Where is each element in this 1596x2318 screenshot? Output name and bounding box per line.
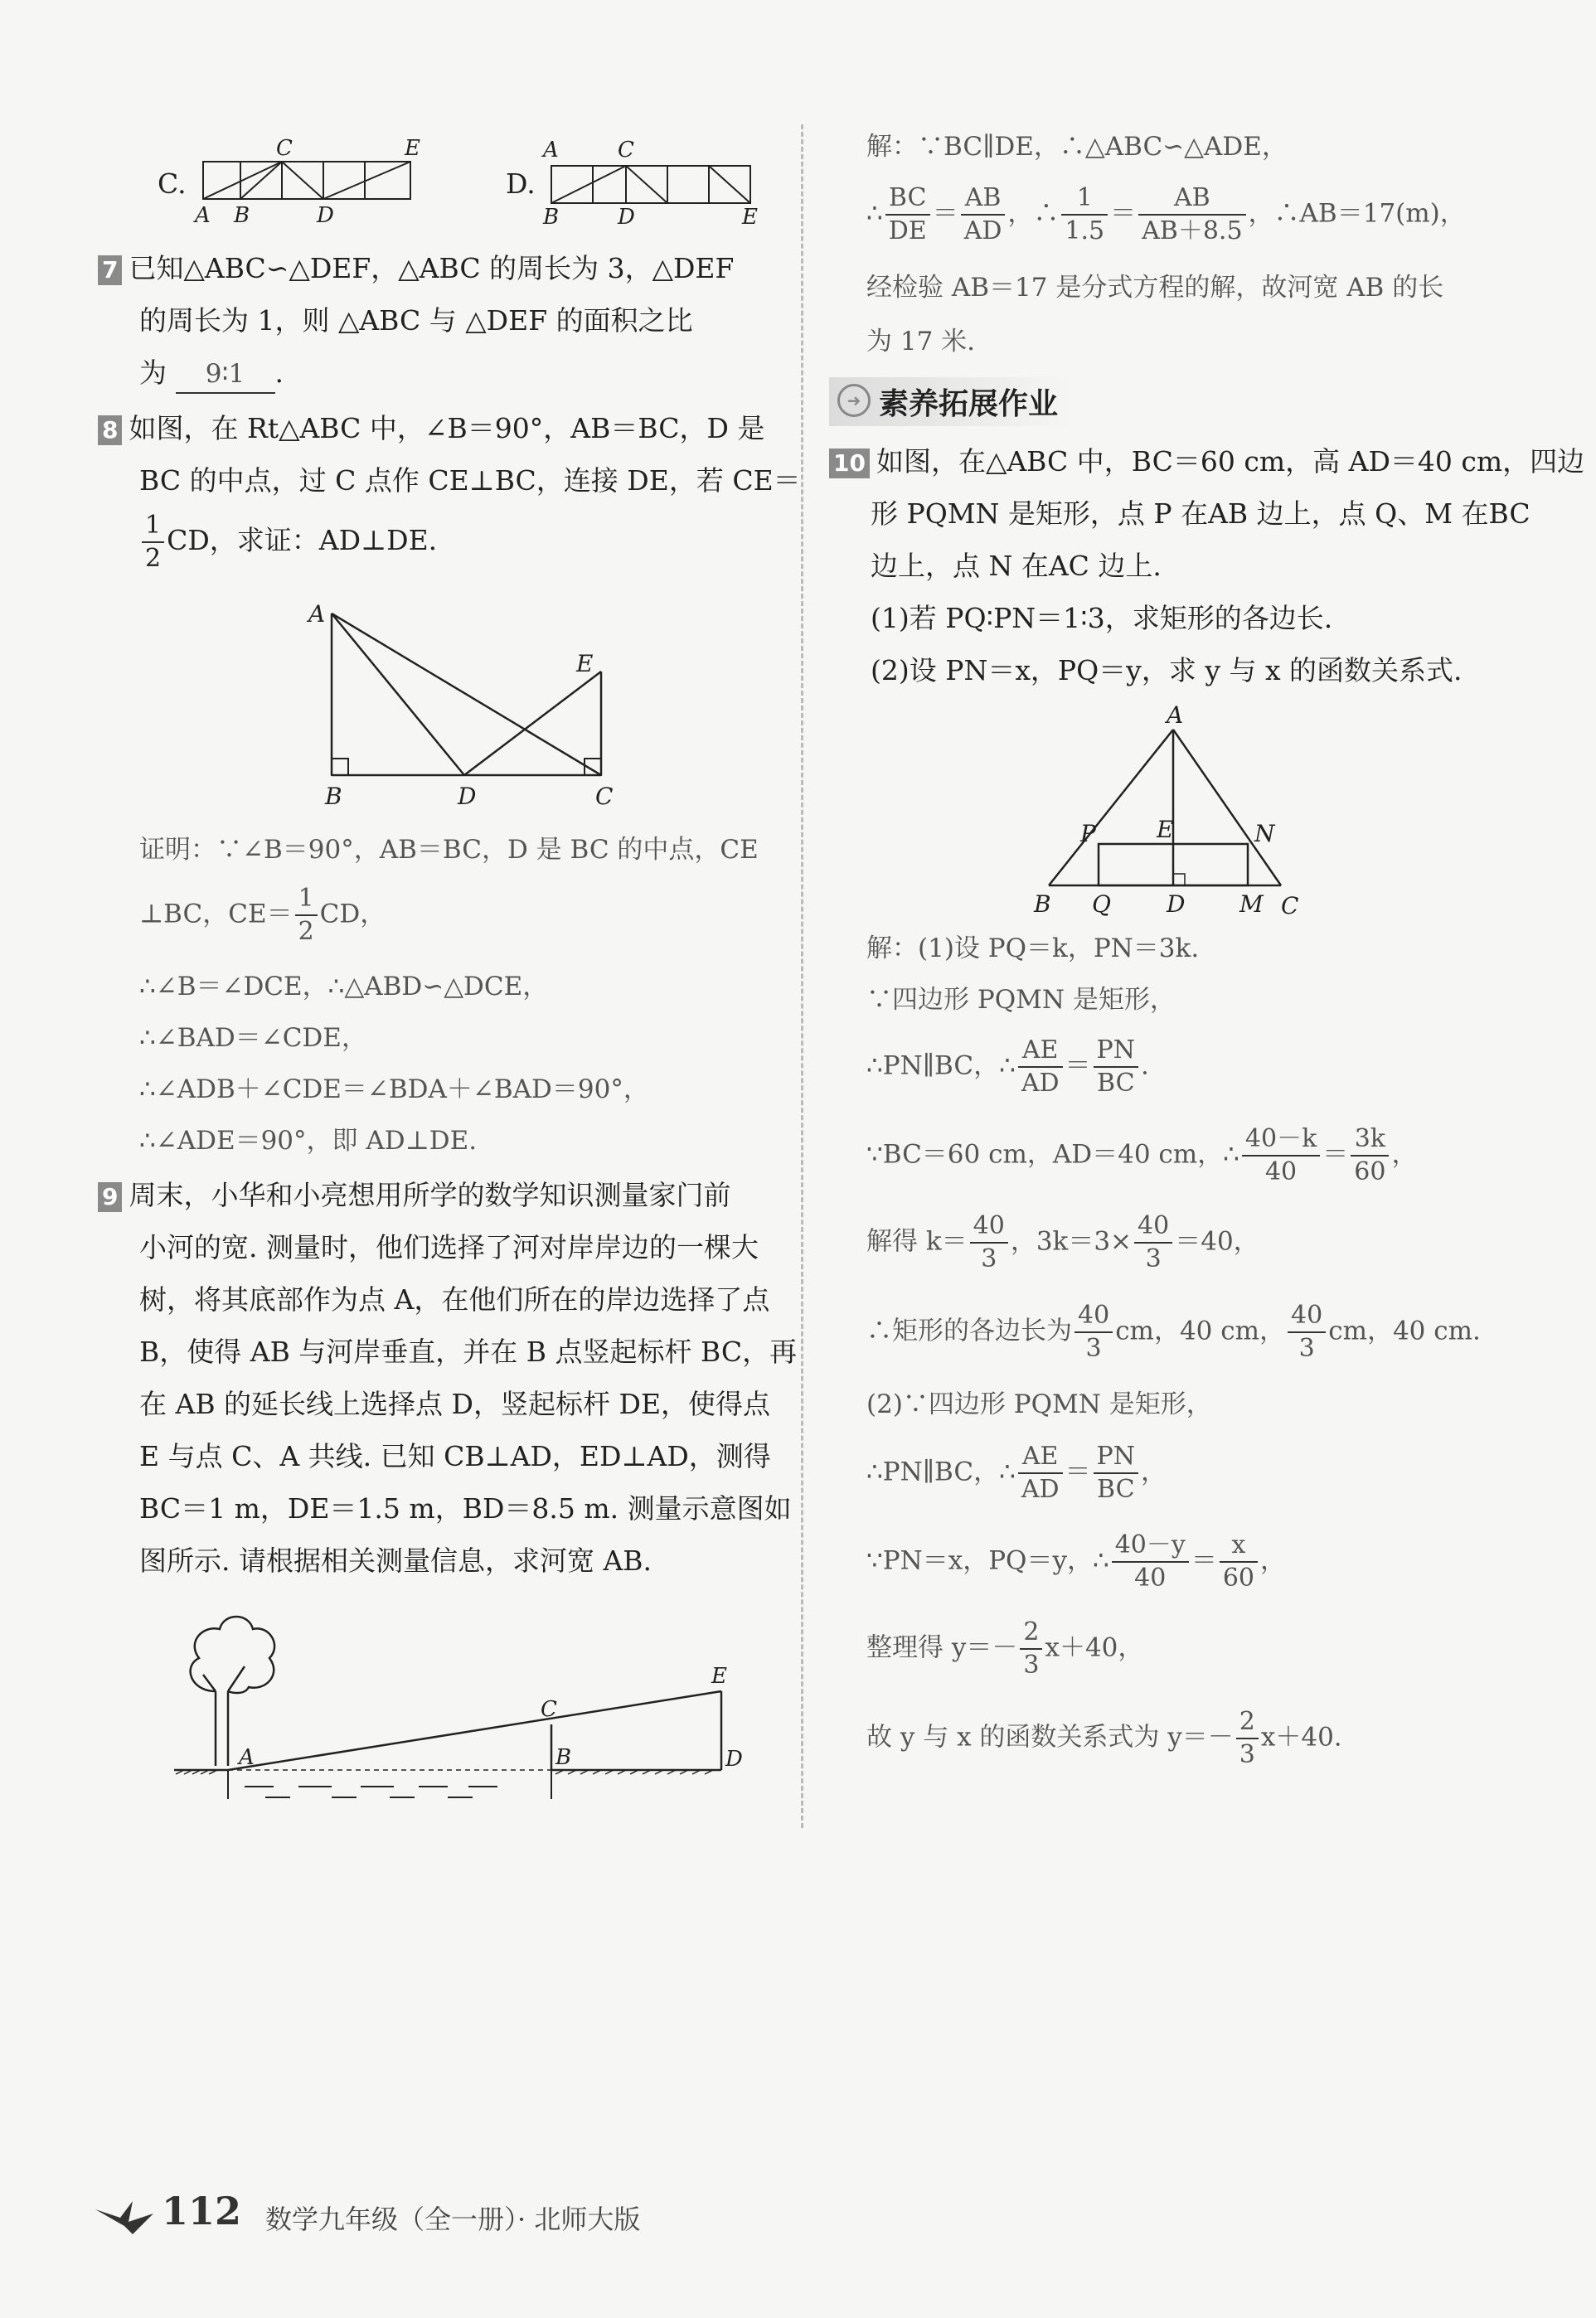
q7-l3-post: . [274,356,284,389]
q10-a3-f1b: AD [1021,1069,1060,1098]
q10-a3-post: . [1140,1050,1149,1081]
q8-number: 8 [98,415,122,445]
option-d-figure [539,137,771,232]
q10-a3-pre: ∴PN∥BC，∴ [866,1050,1016,1081]
q10-b4 [866,1617,1143,1681]
q10-a6-f1b: 3 [1085,1334,1102,1363]
q10-a5-f1 [970,1210,1008,1275]
q9-line4: B，使得 AB 与河岸垂直，并在 B 点竖起标杆 BC，再 [139,1336,798,1368]
q10-pt-m: M [1239,890,1264,918]
q8-proof-5: ∴∠ADB＋∠CDE＝∠BDA＋∠BAD＝90°， [139,1074,649,1104]
q10-a4-f2t: 3k [1351,1123,1389,1157]
book-title: 数学九年级（全一册）· 北师大版 [265,2204,641,2235]
column-divider [801,124,803,1828]
d-point-b: B [543,205,560,230]
q10-a4-f2 [1351,1123,1389,1188]
q9-line7: BC＝1 m，DE＝1.5 m，BD＝8.5 m. 测量示意图如 [139,1492,792,1525]
q10-a5-f2t: 40 [1134,1210,1172,1244]
c-point-e: E [405,137,420,161]
q8-p2-fb: 2 [298,917,314,946]
q9-figure [166,1600,763,1816]
q7-line3 [139,355,284,394]
bird-logo-icon [91,2197,158,2243]
q9-line3: 树，将其底部作为点 A，在他们所在的岸边选择了点 [139,1283,770,1316]
q8-proof-4: ∴∠BAD＝∠CDE， [139,1023,367,1053]
q10-b5-pre: 故 y 与 x 的函数关系式为 y＝－ [866,1722,1234,1753]
q9-pt-d: D [725,1747,743,1772]
q8-frac-top: 1 [142,510,164,543]
option-d-label: D. [506,167,536,200]
q10-b3-f2 [1220,1530,1258,1594]
q10-a5-post: ＝40， [1175,1226,1259,1257]
d-point-a: A [543,138,559,162]
q10-b2-pre: ∴PN∥BC，∴ [866,1457,1016,1487]
q10-a5-f1b: 3 [981,1244,997,1273]
q10-line4: (1)若 PQ∶PN＝1∶3，求矩形的各边长. [871,602,1333,634]
q10-a3: ∴PN∥BC，∴ $\frac{AE}{AD}$ ＝ $\frac{PN}{BC}$ . [866,1035,1149,1098]
q10-pt-d: D [1167,890,1186,918]
q10-b3-f1b: 40 [1134,1564,1167,1593]
q10-a6-post: cm，40 cm. [1328,1316,1481,1346]
q10-a5-f1t: 40 [970,1210,1008,1244]
q8-p2-ft: 1 [295,883,318,916]
c-point-c: C [276,137,293,161]
q10-b2-f2 [1094,1441,1138,1506]
q10-a4-f1 [1242,1123,1320,1188]
q8-pt-d: D [458,783,477,810]
q10-a6 [866,1300,1481,1365]
q9-s2-f2b: AD [963,216,1002,245]
q10-a6-f2t: 40 [1288,1300,1326,1333]
q10-a3-f2t: PN [1094,1035,1138,1068]
q10-b2-f2t: PN [1094,1441,1138,1474]
q10-line3: 边上，点 N 在AC 边上. [871,550,1162,582]
option-c-label: C. [158,167,187,200]
q7-l3-pre: 为 [139,356,167,389]
q7-answer: 9∶1 [176,356,275,394]
q9-s2-f4t: AB [1138,182,1245,216]
q9-s2-pre: ∴ [866,198,883,229]
q10-b2-f2b: BC [1096,1475,1135,1504]
q10-pt-c: C [1281,892,1299,919]
q10-b2-post: ， [1140,1457,1167,1487]
q10-a4-f1b: 40 [1264,1157,1298,1186]
q10-pt-b: B [1034,890,1051,918]
q10-a3-f2 [1094,1035,1138,1099]
q8-line3 [139,510,437,575]
q10-line5: (2)设 PN＝x，PQ＝y，求 y 与 x 的函数关系式. [871,654,1463,686]
q8-frac [142,510,164,575]
q10-b4-pre: 整理得 y＝－ [866,1632,1018,1663]
q10-b5-fb: 3 [1239,1740,1255,1769]
q10-b3-post: ， [1260,1545,1287,1576]
q7-line2: 的周长为 1，则 △ABC 与 △DEF 的面积之比 [139,304,693,337]
q9-s2-f3t: 1 [1061,182,1108,216]
q9-sol-4: 为 17 米. [866,327,976,356]
q10-figure [1032,705,1306,929]
q10-a5-f2b: 3 [1145,1244,1162,1273]
q10-b3-f2b: 60 [1222,1564,1255,1593]
q8-p2-frac [295,883,318,948]
q9-pt-a: A [239,1745,255,1770]
q9-line6: E 与点 C、A 共线. 已知 CB⊥AD，ED⊥AD，测得 [139,1440,771,1472]
q9-pt-c: C [541,1697,557,1722]
q9-line1 [98,1177,730,1214]
q8-proof-1: 证明：∵∠B＝90°，AB＝BC，D 是 BC 的中点，CE [139,835,759,865]
q10-b4-fb: 3 [1023,1651,1040,1680]
section-title: 素养拓展作业 [879,387,1059,421]
c-point-b: B [234,203,250,228]
q10-b2-f1 [1018,1441,1063,1506]
q10-pt-q: Q [1092,890,1111,918]
q8-l3-post: CD，求证：AD⊥DE. [167,524,438,556]
q10-a4: ∵BC＝60 cm，AD＝40 cm，∴ $\frac{40-k}{40}$ ＝ $\frac{3k}{60}$ ， [866,1124,1418,1186]
q10-b4-frac [1020,1617,1042,1681]
q10-a5 [866,1210,1259,1275]
q9-s2-f2 [961,182,1006,247]
q10-a4-post: ， [1391,1139,1418,1170]
q10-b5-ft: 2 [1236,1706,1259,1739]
d-point-c: C [618,138,634,162]
q10-b3: ∵PN＝x，PQ＝y，∴ $\frac{40-y}{40}$ ＝ $\frac{x}{60}$ ， [866,1530,1287,1593]
arrow-icon: ➜ [837,384,871,417]
q10-a5-mid: ，3k＝3× [1010,1226,1133,1257]
q10-b5-frac [1236,1706,1259,1771]
q10-a1: 解：(1)设 PQ＝k，PN＝3k. [866,934,1200,963]
q10-b3-f1t: 40－y [1112,1530,1189,1563]
q7-text1: 已知△ABC∽△DEF，△ABC 的周长为 3，△DEF [129,252,735,284]
q8-proof-2 [139,883,386,948]
q10-a3-f1 [1018,1035,1063,1099]
q8-proof-3: ∴∠B＝∠DCE，∴△ABD∽△DCE， [139,972,549,1001]
q8-pt-a: A [308,600,326,628]
q9-sol-2: ∴ $\frac{BC}{DE}$ ＝ $\frac{AB}{AD}$ ，∴ $\frac{1}{1.5}$ ＝ $\frac{AB}{AB+8.5}$ ，∴AB＝17(m)， [866,183,1466,245]
q8-line2: BC 的中点，过 C 点作 CE⊥BC，连接 DE，若 CE＝ [139,464,801,497]
q8-pt-c: C [595,783,614,810]
q8-line1 [98,410,764,447]
q10-a6-f1t: 40 [1075,1300,1113,1333]
q10-b5 [866,1706,1342,1771]
q8-proof-6: ∴∠ADE＝90°，即 AD⊥DE. [139,1126,478,1156]
q9-s2-f4 [1138,182,1245,247]
q9-line5: 在 AB 的延长线上选择点 D，竖起标杆 DE，使得点 [139,1388,771,1420]
q9-s2-mid: ，∴ [1007,198,1060,229]
q10-b2-f1b: AD [1021,1475,1060,1504]
q7-line1 [98,250,734,287]
page-number: 112 [162,2189,242,2233]
q8-figure [298,597,630,812]
q10-b3-pre: ∵PN＝x，PQ＝y，∴ [866,1545,1109,1576]
q10-b5-post: x＋40. [1260,1722,1342,1753]
q8-pt-e: E [576,650,594,677]
q10-b1: (2)∵四边形 PQMN 是矩形， [866,1389,1212,1419]
q10-pt-a: A [1167,705,1184,729]
q10-a4-f2b: 60 [1354,1157,1386,1186]
q10-pt-e: E [1157,816,1174,843]
q9-s2-f3 [1061,182,1108,247]
q9-pt-b: B [555,1745,572,1770]
d-point-e: E [742,205,758,230]
q10-a6-f2b: 3 [1298,1334,1315,1363]
section-header [829,377,1073,426]
q10-a3-f2b: BC [1096,1069,1135,1098]
q8-p2-post: CD， [319,899,386,929]
q7-number: 7 [98,255,122,285]
q9-sol-1: 解：∵BC∥DE，∴△ABC∽△ADE， [866,132,1288,162]
q9-line2: 小河的宽. 测量时，他们选择了河对岸岸边的一棵大 [139,1231,759,1263]
q10-b2: ∴PN∥BC，∴ $\frac{AE}{AD}$ ＝ $\frac{PN}{BC}$ ， [866,1442,1167,1504]
q10-b2-f1t: AE [1018,1441,1063,1474]
q8-frac-bot: 2 [145,544,162,573]
q10-line1 [829,444,1584,480]
q9-s2-f1b: DE [888,216,927,245]
q10-a5-f2 [1134,1210,1172,1275]
q10-a5-pre: 解得 k＝ [866,1226,968,1257]
c-point-a: A [195,203,211,228]
q10-line2: 形 PQMN 是矩形，点 P 在AB 边上，点 Q、M 在BC [871,497,1531,530]
q10-pt-n: N [1254,820,1275,847]
q10-text1: 如图，在△ABC 中，BC＝60 cm，高 AD＝40 cm，四边 [876,445,1585,478]
q10-a3-f1t: AE [1018,1035,1063,1068]
q9-number: 9 [98,1182,122,1212]
q10-a2: ∵四边形 PQMN 是矩形， [866,985,1176,1015]
c-point-d: D [317,203,334,228]
q10-number: 10 [829,449,870,478]
q9-s2-f3b: 1.5 [1065,216,1105,245]
q10-a6-mid: cm，40 cm， [1115,1316,1286,1346]
q9-line8: 图所示. 请根据相关测量信息，求河宽 AB. [139,1545,652,1577]
q9-s2-f4b: AB＋8.5 [1142,216,1243,245]
q10-a6-f1 [1075,1300,1113,1365]
q9-text1: 周末，小华和小亮想用所学的数学知识测量家门前 [129,1179,731,1211]
q10-a4-pre: ∵BC＝60 cm，AD＝40 cm，∴ [866,1139,1239,1170]
q9-s2-post: ，∴AB＝17(m)， [1248,198,1466,229]
q10-a6-pre: ∴矩形的各边长为 [866,1316,1072,1346]
q9-s2-f1t: BC [885,182,930,216]
q10-a6-f2 [1288,1300,1326,1365]
q10-b4-ft: 2 [1020,1617,1042,1650]
q10-pt-p: P [1080,820,1096,847]
d-point-d: D [618,205,635,230]
q10-b4-post: x＋40， [1045,1632,1144,1663]
q9-sol-3: 经检验 AB＝17 是分式方程的解，故河宽 AB 的长 [866,273,1444,303]
option-c-figure [191,137,431,232]
q8-pt-b: B [325,783,342,810]
q9-s2-f1 [885,182,930,247]
q9-pt-e: E [711,1664,727,1689]
q8-p2-pre: ⊥BC，CE＝ [139,899,293,929]
q10-b3-f2t: x [1220,1530,1258,1563]
q9-s2-f2t: AB [961,182,1006,216]
q10-a4-f1t: 40－k [1242,1123,1320,1157]
q8-text1: 如图，在 Rt△ABC 中，∠B＝90°，AB＝BC，D 是 [129,412,765,444]
q10-b3-f1 [1112,1530,1189,1594]
